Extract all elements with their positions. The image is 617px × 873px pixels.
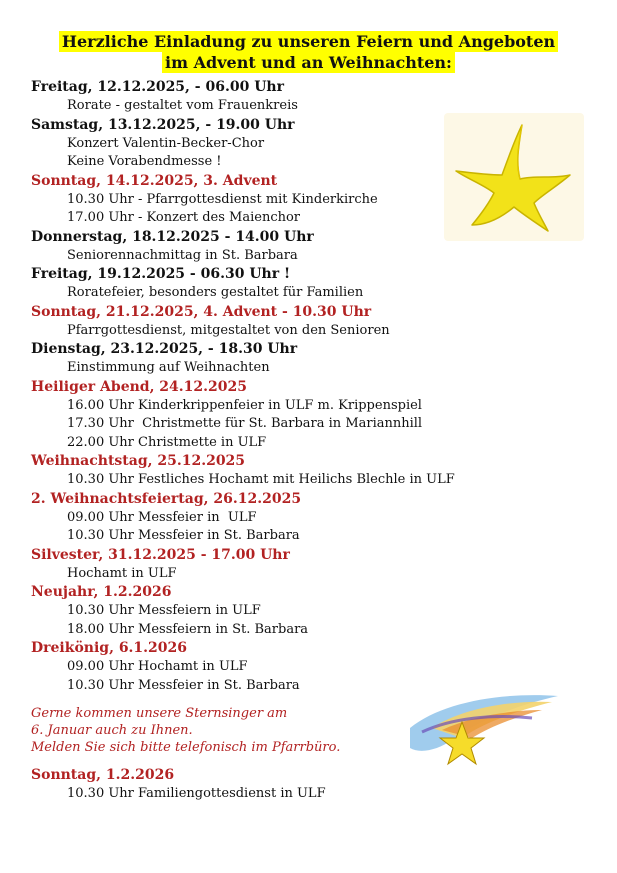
event-detail: Roratefeier, besonders gestaltet für Familien <box>67 285 364 300</box>
note-line: 6. Januar auch zu Ihnen. <box>31 723 193 738</box>
event-detail: Hochamt in ULF <box>67 565 177 581</box>
event-heading: Samstag, 13.12.2025, - 19.00 Uhr <box>31 116 295 133</box>
event-detail: 18.00 Uhr Messfeiern in St. Barbara <box>67 621 309 637</box>
event-heading: Dienstag, 23.12.2025, - 18.30 Uhr <box>31 341 298 357</box>
event-heading: Sonntag, 1.2.2026 <box>31 767 175 783</box>
event-detail: 17.30 Uhr Christmette für St. Barbara in Mariannhill <box>67 416 423 431</box>
event-detail: 16.00 Uhr Kinderkrippenfeier in ULF m. Krippenspiel <box>67 397 422 413</box>
event-heading: Sonntag, 21.12.2025, 4. Advent - 10.30 Uhr <box>31 303 372 320</box>
event-detail: 10.30 Uhr - Pfarrgottesdienst mit Kinderkirche <box>67 191 378 207</box>
event-heading: Neujahr, 1.2.2026 <box>31 584 172 600</box>
event-detail: Seniorennachmittag in St. Barbara <box>67 247 298 263</box>
shooting-star-icon <box>402 688 562 768</box>
event-detail: Einstimmung auf Weihnachten <box>67 360 270 375</box>
title-line-1: Herzliche Einladung zu unseren Feiern und Angeboten <box>59 31 558 52</box>
document-title <box>0 31 617 73</box>
note-line: Melden Sie sich bitte telefonisch im Pfarrbüro. <box>31 740 341 755</box>
event-detail: 09.00 Uhr Messfeier in ULF <box>67 509 257 525</box>
event-heading: Sonntag, 14.12.2025, 3. Advent <box>31 172 278 189</box>
event-detail: Konzert Valentin-Becker-Chor <box>67 135 265 151</box>
event-detail: Rorate - gestaltet vom Frauenkreis <box>67 98 298 113</box>
title-line-2: im Advent und an Weihnachten: <box>162 52 455 73</box>
event-heading: 2. Weihnachtsfeiertag, 26.12.2025 <box>31 490 302 507</box>
event-detail: Pfarrgottesdienst, mitgestaltet von den Senioren <box>67 322 390 338</box>
event-heading: Dreikönig, 6.1.2026 <box>31 640 188 656</box>
event-detail: 10.30 Uhr Familiengottesdienst in ULF <box>67 786 326 801</box>
event-heading: Donnerstag, 18.12.2025 - 14.00 Uhr <box>31 228 314 245</box>
star-icon <box>444 113 584 241</box>
event-detail: 10.30 Uhr Messfeier in St. Barbara <box>67 677 300 693</box>
event-detail: 10.30 Uhr Messfeiern in ULF <box>67 603 261 618</box>
note-line: Gerne kommen unsere Sternsinger am <box>31 706 288 721</box>
event-heading: Weihnachtstag, 25.12.2025 <box>31 453 246 469</box>
event-detail: 10.30 Uhr Messfeier in St. Barbara <box>67 528 300 543</box>
event-heading: Freitag, 12.12.2025, - 06.00 Uhr <box>31 79 284 95</box>
event-detail: 10.30 Uhr Festliches Hochamt mit Heilichs Blechle in ULF <box>67 472 455 487</box>
event-heading: Freitag, 19.12.2025 - 06.30 Uhr ! <box>31 266 291 282</box>
event-heading: Silvester, 31.12.2025 - 17.00 Uhr <box>31 546 290 563</box>
event-detail: 09.00 Uhr Hochamt in ULF <box>67 659 248 674</box>
event-detail: 22.00 Uhr Christmette in ULF <box>67 434 267 450</box>
event-detail: Keine Vorabendmesse ! <box>67 154 222 169</box>
event-heading: Heiliger Abend, 24.12.2025 <box>31 378 247 395</box>
event-detail: 17.00 Uhr - Konzert des Maienchor <box>67 210 301 225</box>
